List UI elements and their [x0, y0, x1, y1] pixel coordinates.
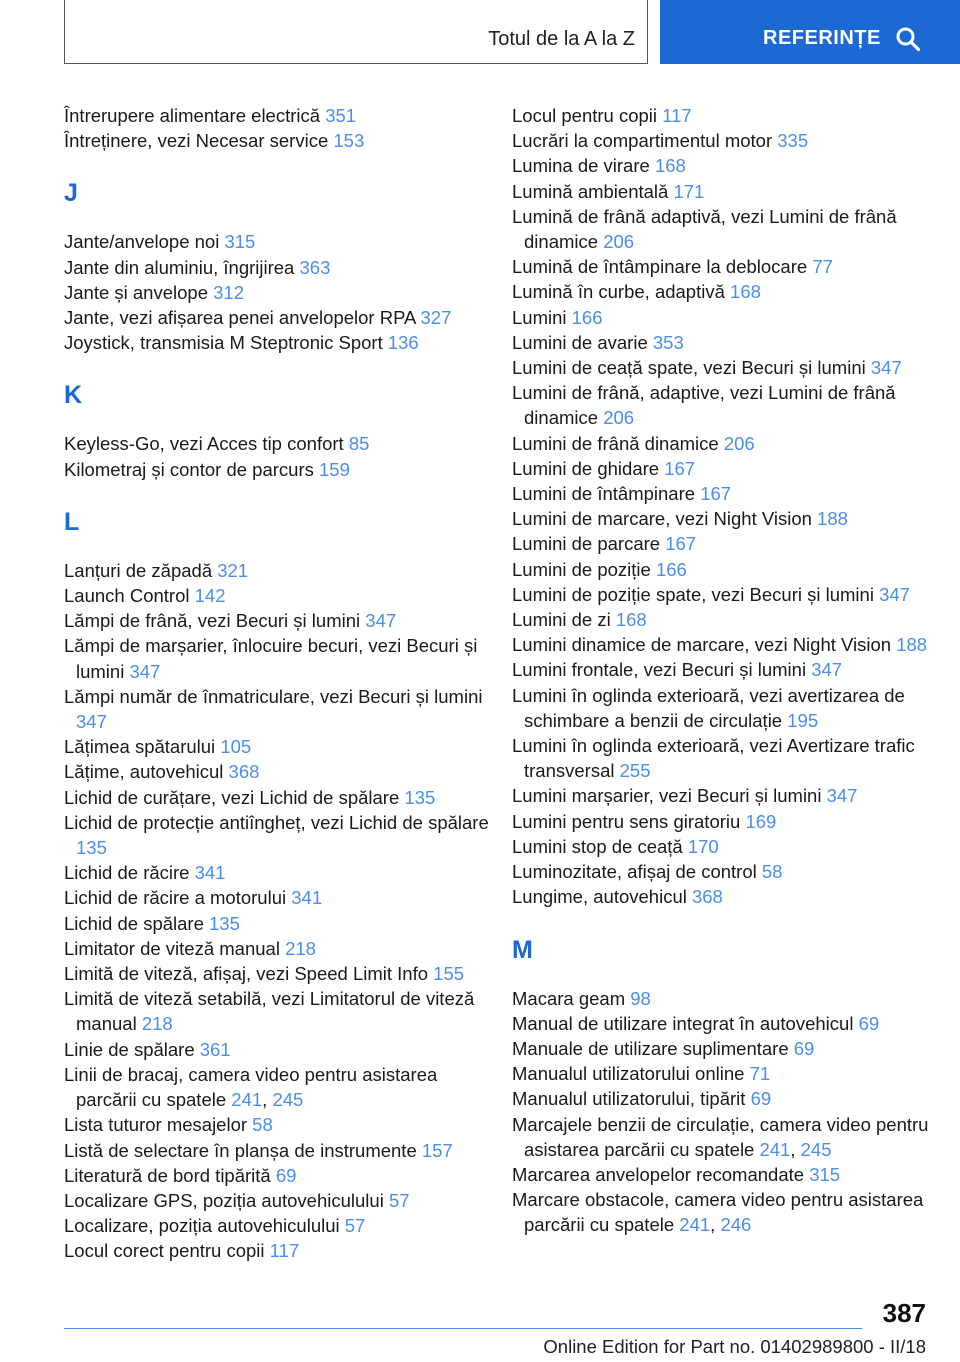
page-link[interactable]: 135	[209, 912, 240, 934]
index-entry-lichid-de-racire-a-motorului	[64, 885, 494, 910]
page-link[interactable]: 155	[433, 963, 465, 985]
page-link[interactable]: 315	[809, 1163, 841, 1185]
index-entry-lumini-dinamice-de-marcare-vezi-night-vi	[512, 632, 932, 657]
index-entry-text: Limită de viteză setabilă, vezi Limitatorul de viteză manual	[64, 988, 475, 1035]
index-entry-text: Joystick, transmisia M Steptronic Sport	[64, 332, 383, 354]
index-entry-lichid-de-curatare-vezi-lichid-de-spalar	[64, 785, 494, 810]
index-entry-lumini-pentru-sens-giratoriu	[512, 809, 932, 834]
page-link[interactable]: 170	[687, 835, 719, 857]
index-entry-jante-din-aluminiu-ingrijirea	[64, 255, 494, 280]
index-entry-text: Lumini în oglinda exterioară, vezi Avertizare trafic transversal	[512, 735, 915, 782]
index-entry-lichid-de-spalare	[64, 911, 494, 936]
index-entry-text: Listă de selectare în planșa de instrumente	[64, 1139, 417, 1161]
page-link[interactable]: 361	[199, 1038, 231, 1060]
index-entry-lampi-de-marsarier-inlocuire-becuri-vezi	[64, 633, 494, 683]
index-entry-lumini-de-ceata-spate-vezi-becuri-si-lum	[512, 355, 932, 380]
index-entry-text: Lățimea spătarului	[64, 736, 216, 758]
index-entry-text: Jante, vezi afișarea penei anvelopelor RPA	[64, 307, 416, 329]
index-entry-text: Lumini dinamice de marcare, vezi Night Vision	[512, 634, 892, 656]
index-entry-text: Lumini de poziție spate, vezi Becuri și lumini	[512, 583, 874, 605]
index-entry-lumini-de-pozitie-spate-vezi-becuri-si-l	[512, 582, 932, 607]
index-entry-text: Jante din aluminiu, îngrijirea	[64, 256, 295, 278]
index-entry-text: Lumini stop de ceață	[512, 835, 683, 857]
page-link[interactable]: 166	[571, 306, 603, 328]
index-entry-text: Localizare GPS, poziția autovehiculului	[64, 1189, 384, 1211]
index-entry-lista-tuturor-mesajelor	[64, 1112, 494, 1137]
index-entry-text: Kilometraj și contor de parcurs	[64, 458, 314, 480]
page-link[interactable]: 188	[896, 634, 928, 656]
page-link[interactable]: 85	[348, 433, 370, 455]
index-entry-keyless-go-vezi-acces-tip-confort	[64, 431, 494, 456]
index-entry-text: Jante/anvelope noi	[64, 231, 220, 253]
index-entry-text: Locul pentru copii	[512, 105, 658, 126]
index-entry-intrerupere-alimentare-electrica	[64, 103, 494, 128]
index-entry-lumina-de-virare	[512, 153, 932, 178]
index-entry-jante-vezi-afisarea-penei-anvelopelor-rp	[64, 305, 494, 330]
index-entry-lumini-marsarier-vezi-becuri-si-lumini	[512, 783, 932, 808]
page-link[interactable]: 171	[673, 180, 705, 202]
index-entry-text: Lumini de marcare, vezi Night Vision	[512, 508, 812, 530]
page-link[interactable]: 58	[252, 1114, 273, 1136]
page-link[interactable]: 105	[220, 736, 252, 758]
index-letter-heading: M	[512, 935, 533, 964]
index-entry-lumina-de-intampinare-la-deblocare	[512, 254, 932, 279]
page-link[interactable]: 69	[275, 1164, 297, 1186]
index-entry-text: Limită de viteză, afișaj, vezi Speed Limit Info	[64, 963, 429, 985]
index-entry-text: Macara geam	[512, 987, 626, 1009]
search-icon	[895, 26, 921, 52]
index-entry-text: Lumini	[512, 306, 567, 328]
index-entry-limita-de-viteza-setabila-vezi-limitator	[64, 986, 494, 1036]
index-entry-lumini-de-zi	[512, 607, 932, 632]
index-column-right	[512, 103, 932, 1238]
index-entry-text: Lichid de spălare	[64, 912, 204, 934]
index-entry-joystick-transmisia-m-steptronic-sport	[64, 330, 494, 355]
page-link[interactable]: 167	[664, 457, 696, 479]
page-link[interactable]: 71	[749, 1063, 771, 1085]
page-link[interactable]: 206	[723, 432, 755, 454]
page-link[interactable]: 188	[817, 508, 848, 530]
index-entry-jante-anvelope-noi	[64, 229, 494, 254]
index-entry-text: Locul corect pentru copii	[64, 1240, 265, 1262]
index-entry-text: Lista tuturor mesajelor	[64, 1114, 248, 1136]
index-entry-text: Lichid de răcire a motorului	[64, 887, 287, 909]
page-number: 387	[882, 1298, 926, 1328]
index-entry-text: Lucrări la compartimentul motor	[512, 130, 773, 152]
index-entry-lungime-autovehicul	[512, 884, 932, 909]
index-entry-lumina-in-curbe-adaptiva	[512, 279, 932, 304]
index-entry-text: Keyless-Go, vezi Acces tip confort	[64, 433, 344, 455]
page-link[interactable]: 368	[228, 761, 260, 783]
page-link[interactable]: 335	[777, 130, 809, 152]
index-entry-manual-de-utilizare-integrat-in-autovehi	[512, 1011, 932, 1036]
page-link[interactable]: 353	[652, 331, 684, 353]
page-link[interactable]: 341	[291, 887, 323, 909]
page-link[interactable]: 245	[800, 1138, 832, 1160]
index-entry-lumini-stop-de-ceata	[512, 834, 932, 859]
page-link[interactable]: 241	[679, 1214, 711, 1236]
index-entry-limita-de-viteza-afisaj-vezi-speed-limit	[64, 961, 494, 986]
page-link[interactable]: 347	[129, 660, 161, 682]
page-link[interactable]: 169	[745, 810, 777, 832]
page-link[interactable]: 315	[224, 231, 256, 253]
index-entry-text: Lumina de virare	[512, 155, 650, 177]
index-entry-text: Marcarea anvelopelor recomandate	[512, 1163, 805, 1185]
page-link[interactable]: 135	[76, 837, 107, 859]
index-entry-text: Luminozitate, afișaj de control	[512, 861, 757, 883]
index-entry-locul-pentru-copii	[512, 103, 932, 128]
index-entry-manualul-utilizatorului-online	[512, 1061, 932, 1086]
page-link[interactable]: 57	[344, 1215, 366, 1237]
index-entry-latime-autovehicul	[64, 759, 494, 784]
page-link[interactable]: 218	[285, 937, 316, 959]
page-link[interactable]: 166	[655, 558, 687, 580]
index-entry-lumini-de-frana-adaptive-vezi-lumini-de-	[512, 380, 932, 430]
page-link[interactable]: 153	[333, 130, 365, 152]
index-column-left	[64, 103, 494, 1264]
page-link[interactable]: 206	[603, 407, 635, 429]
page-link[interactable]: 347	[870, 357, 902, 379]
index-entry-launch-control	[64, 583, 494, 608]
page-link[interactable]: 167	[665, 533, 697, 555]
index-entry-lumini-de-frana-dinamice	[512, 431, 932, 456]
page-link[interactable]: 77	[812, 256, 833, 278]
footer-divider	[64, 1328, 862, 1329]
page-link[interactable]: 195	[787, 709, 819, 731]
index-entry-text: Linie de spălare	[64, 1038, 195, 1060]
index-entry-text: Limitator de viteză manual	[64, 937, 280, 959]
index-entry-text: Lămpi de frână, vezi Becuri și lumini	[64, 610, 361, 632]
index-entry-text: Manualul utilizatorului online	[512, 1063, 745, 1085]
page-link[interactable]: 69	[750, 1088, 772, 1110]
page-link[interactable]: 351	[325, 105, 357, 126]
index-entry-lumini-de-pozitie	[512, 557, 932, 582]
page-link[interactable]: 69	[858, 1012, 880, 1034]
index-entry-text: Lumină în curbe, adaptivă	[512, 281, 725, 303]
page-link[interactable]: 347	[76, 711, 107, 733]
page-link[interactable]: 218	[141, 1013, 173, 1035]
index-entry-text: Localizare, poziția autovehiculului	[64, 1215, 340, 1237]
index-entry-text: Lumini de frână, adaptive, vezi Lumini de frână dinamice	[512, 382, 896, 429]
index-entry-text: Lămpi de marșarier, înlocuire becuri, vezi Becuri și lumini	[64, 635, 478, 682]
page-link[interactable]: 58	[761, 861, 783, 883]
index-entry-text: Launch Control	[64, 585, 190, 607]
page-link[interactable]: 69	[793, 1037, 815, 1059]
index-entry-lumini-frontale-vezi-becuri-si-lumini	[512, 657, 932, 682]
page-link[interactable]: 347	[811, 659, 843, 681]
page-link[interactable]: 57	[388, 1189, 410, 1211]
index-entry-text: Lichid de curățare, vezi Lichid de spălare	[64, 786, 400, 808]
page-link[interactable]: 135	[404, 786, 436, 808]
index-entry-text: Manualul utilizatorului, tipărit	[512, 1088, 746, 1110]
index-entry-lumini-in-oglinda-exterioara-vezi-averti	[512, 733, 932, 783]
page-link[interactable]: 245	[272, 1089, 304, 1111]
index-entry-lumina-ambientala	[512, 179, 932, 204]
index-entry-text: Marcajele benzii de circulație, camera video pentru asistarea parcării cu spatele	[512, 1113, 929, 1160]
index-entry-text: Manual de utilizare integrat în autovehicul	[512, 1012, 854, 1034]
index-entry-limitator-de-viteza-manual	[64, 936, 494, 961]
index-entry-localizare-gps-pozitia-autovehiculului	[64, 1188, 494, 1213]
page-link[interactable]: 241	[231, 1089, 263, 1111]
page-link[interactable]: 255	[619, 760, 651, 782]
index-entry-text: Lumini de parcare	[512, 533, 661, 555]
page-link[interactable]: 167	[700, 483, 732, 505]
index-entry-lista-de-selectare-in-plansa-de-instrume	[64, 1138, 494, 1163]
index-entry-text: Lichid de protecție antiîngheț, vezi Lichid de spălare	[64, 811, 489, 833]
index-entry-lumini-de-intampinare	[512, 481, 932, 506]
index-entry-linie-de-spalare	[64, 1037, 494, 1062]
page-link[interactable]: 117	[269, 1240, 300, 1262]
page-link[interactable]: 347	[879, 583, 910, 605]
footer-edition-text: Online Edition for Part no. 01402989800 - II/18	[543, 1336, 926, 1357]
references-label: REFERINȚE	[763, 27, 881, 49]
index-entry-lumini-de-avarie	[512, 330, 932, 355]
index-entry-kilometraj-si-contor-de-parcurs	[64, 457, 494, 482]
index-entry-lumini-de-ghidare	[512, 456, 932, 481]
page-link[interactable]: 347	[826, 785, 858, 807]
page-link[interactable]: 368	[691, 886, 723, 908]
page-link[interactable]: 168	[730, 281, 761, 303]
references-button[interactable]	[660, 0, 960, 64]
page-link[interactable]: 347	[365, 610, 397, 632]
index-letter-heading: J	[64, 179, 78, 208]
index-entry-literatura-de-bord-tiparita	[64, 1163, 494, 1188]
index-entry-latimea-spatarului	[64, 734, 494, 759]
index-entry-lumini-in-oglinda-exterioara-vezi-averti	[512, 683, 932, 733]
index-entry-text: Lungime, autovehicul	[512, 886, 687, 908]
index-entry-text: Lumini de frână dinamice	[512, 432, 719, 454]
index-entry-text: Lumină ambientală	[512, 180, 669, 202]
page-link[interactable]: 341	[194, 862, 226, 884]
index-entry-text: Întreținere, vezi Necesar service	[64, 130, 329, 152]
index-entry-text: Lumină de întâmpinare la deblocare	[512, 256, 808, 278]
index-entry-text: Lămpi număr de înmatriculare, vezi Becuri și lumini	[64, 685, 483, 707]
index-letter-heading: K	[64, 381, 83, 410]
index-entry-lanturi-de-zapada	[64, 558, 494, 583]
index-letter-heading: L	[64, 507, 80, 536]
index-entry-manualul-utilizatorului-tiparit	[512, 1086, 932, 1111]
index-entry-manuale-de-utilizare-suplimentare	[512, 1036, 932, 1061]
index-entry-text: Manuale de utilizare suplimentare	[512, 1037, 789, 1059]
page-link[interactable]: 246	[720, 1214, 752, 1236]
index-entry-intretinere-vezi-necesar-service	[64, 128, 494, 153]
page-link[interactable]: 136	[387, 332, 419, 354]
index-entry-text: Întrerupere alimentare electrică	[64, 105, 321, 126]
page-link[interactable]: 98	[630, 987, 651, 1009]
index-entry-text: Lumini de întâmpinare	[512, 483, 696, 505]
page-link[interactable]: 363	[299, 256, 331, 278]
index-entry-text: Marcare obstacole, camera video pentru asistarea parcării cu spatele	[512, 1189, 924, 1236]
index-entry-jante-si-anvelope	[64, 280, 494, 305]
page-link[interactable]: 142	[194, 585, 226, 607]
index-entry-marcarea-anvelopelor-recomandate	[512, 1162, 932, 1187]
index-entry-text: Lumină de frână adaptivă, vezi Lumini de frână dinamice	[512, 205, 897, 253]
index-entry-lampi-numar-de-inmatriculare-vezi-becuri	[64, 684, 494, 734]
index-entry-lumini-de-parcare	[512, 531, 932, 556]
index-entry-text: Linii de bracaj, camera video pentru asistarea parcării cu spatele	[64, 1063, 438, 1111]
index-entry-text: Lumini frontale, vezi Becuri și lumini	[512, 659, 807, 681]
page-link[interactable]: 241	[759, 1138, 791, 1160]
index-entry-text: Jante și anvelope	[64, 281, 208, 303]
page-link[interactable]: 168	[615, 609, 647, 631]
index-entry-lumina-de-frana-adaptiva-vezi-lumini-de-	[512, 204, 932, 254]
page-link[interactable]: 159	[319, 458, 350, 480]
index-entry-text: Lichid de răcire	[64, 862, 190, 884]
index-entry-lucrari-la-compartimentul-motor	[512, 128, 932, 153]
index-entry-text: Lumini de avarie	[512, 331, 648, 353]
page-link[interactable]: 157	[421, 1139, 453, 1161]
page-link[interactable]: 117	[662, 105, 692, 126]
index-entry-lichid-de-racire	[64, 860, 494, 885]
page-link[interactable]: 206	[603, 231, 635, 253]
index-entry-text: Lățime, autovehicul	[64, 761, 224, 783]
index-entry-text: Literatură de bord tipărită	[64, 1164, 271, 1186]
section-tab-label: Totul de la A la Z	[488, 28, 635, 50]
index-entry-lichid-de-protectie-antiinghet-vezi-lich	[64, 810, 494, 860]
index-entry-macara-geam	[512, 986, 932, 1011]
index-entry-text: Lumini de ghidare	[512, 457, 660, 479]
page-link[interactable]: 168	[654, 155, 686, 177]
index-entry-lumini-de-marcare-vezi-night-vision	[512, 506, 932, 531]
section-tab[interactable]	[64, 0, 648, 64]
index-entry-localizare-pozitia-autovehiculului	[64, 1213, 494, 1238]
index-entry-lumini	[512, 305, 932, 330]
index-entry-text: Lumini de zi	[512, 609, 611, 631]
index-entry-text: Lumini de ceață spate, vezi Becuri și lumini	[512, 357, 866, 379]
index-entry-text: Lanțuri de zăpadă	[64, 559, 213, 581]
index-entry-text: Lumini pentru sens giratoriu	[512, 810, 741, 832]
page-link[interactable]: 327	[420, 307, 452, 329]
index-entry-lampi-de-frana-vezi-becuri-si-lumini	[64, 608, 494, 633]
index-entry-text: Lumini de poziție	[512, 558, 651, 580]
page-link[interactable]: 312	[213, 281, 245, 303]
index-entry-marcajele-benzii-de-circulatie-camera-vi: Marcajele benzii de circulație, camera video pentru asistarea parcării cu spatele 241, 245	[512, 1113, 929, 1160]
index-entry-text: Lumini în oglinda exterioară, vezi avertizarea de schimbare a benzii de circulație	[512, 684, 905, 731]
index-entry-text: Lumini marșarier, vezi Becuri și lumini	[512, 785, 822, 807]
index-entry-marcare-obstacole-camera-video-pentru-as: Marcare obstacole, camera video pentru asistarea parcării cu spatele 241, 246	[512, 1189, 924, 1236]
page-link[interactable]: 321	[217, 559, 249, 581]
index-entry-luminozitate-afisaj-de-control	[512, 859, 932, 884]
index-entry-locul-corect-pentru-copii	[64, 1238, 494, 1263]
index-entry-linii-de-bracaj-camera-video-pentru-asis: Linii de bracaj, camera video pentru asistarea parcării cu spatele 241, 245	[64, 1063, 438, 1111]
